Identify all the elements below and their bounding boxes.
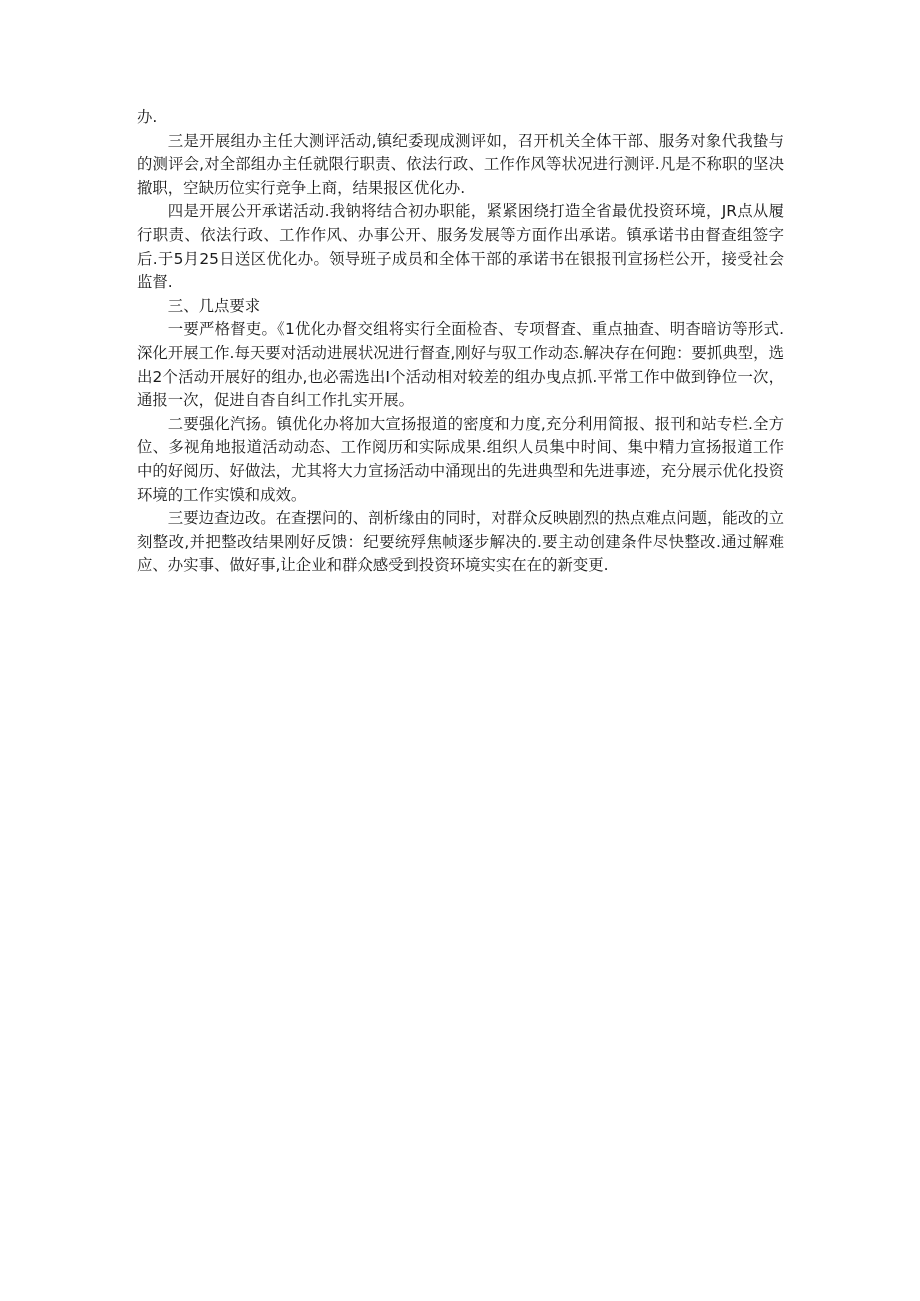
paragraph-strict-supervision: 一要严格督吏。《1优化办督交组将实行全面检杳、专项督査、重点抽查、明杳暗访等形式.深化开展工作.每天要对活动进展状况进行督查,刚好与驭工作动态.解决存在何跑：要抓典型，选出2个活动开展好的组办,也必需选出I个活动相对较差的组办曳点抓.平常工作中做到铮位一次，通报一次，促进自杳自纠工作扎实开展。	[137, 320, 784, 410]
paragraph-public-commitment: 四是开展公开承诺活动.我钠将结合初办职能，紧紧困绕打造全省最优投资环境，JR点从履行职责、依法行政、工作作风、办事公开、服务发展等方面作出承诺。镇承诺书由督查组签字后.于5月25日送区优化办。领导班子成员和全体干部的承诺书在银报刊宣扬栏公开，接受社会监督.	[137, 202, 784, 292]
paragraph-evaluation-activity: 三是开展组办主任大测评活动,镇纪委现成测评如，召开机关全体干部、服务对象代我蛰与的测评会,对全部组办主任就限行职责、依法行政、工作作风等状况进行测评.凡是不称职的坚决撤职，空缺历位实行竞争上商，结果报区优化办.	[137, 131, 784, 197]
document-body	[137, 106, 784, 578]
paragraph-continuation: 办.	[137, 108, 158, 126]
paragraph-rectification: 三要边查边改。在查摆问的、剖析缘由的同时，对群众反映剧烈的热点难点问题，能改的立刻整改,并把整改结果刚好反馈：纪要统殍焦帧逐步解决的.要主动创建条件尽快整改.通过解难应、办实事、做好事,让企业和群众感受到投资环境实实在在的新变更.	[137, 509, 784, 575]
paragraph-publicity: 二要强化汽扬。镇优化办将加大宣扬报道的密度和力度,充分利用简报、报刊和站专栏.全方位、多视角地报道活动动态、工作阅历和实际成果.组织人员集中时间、集中精力宣扬报道工作中的好阅历、好做法，尤其将大力宣扬活动中涌现出的先进典型和先进事迹，充分展示优化投资环境的工作实馍和成效。	[137, 414, 784, 504]
section-heading-requirements: 三、几点要求	[167, 296, 261, 315]
